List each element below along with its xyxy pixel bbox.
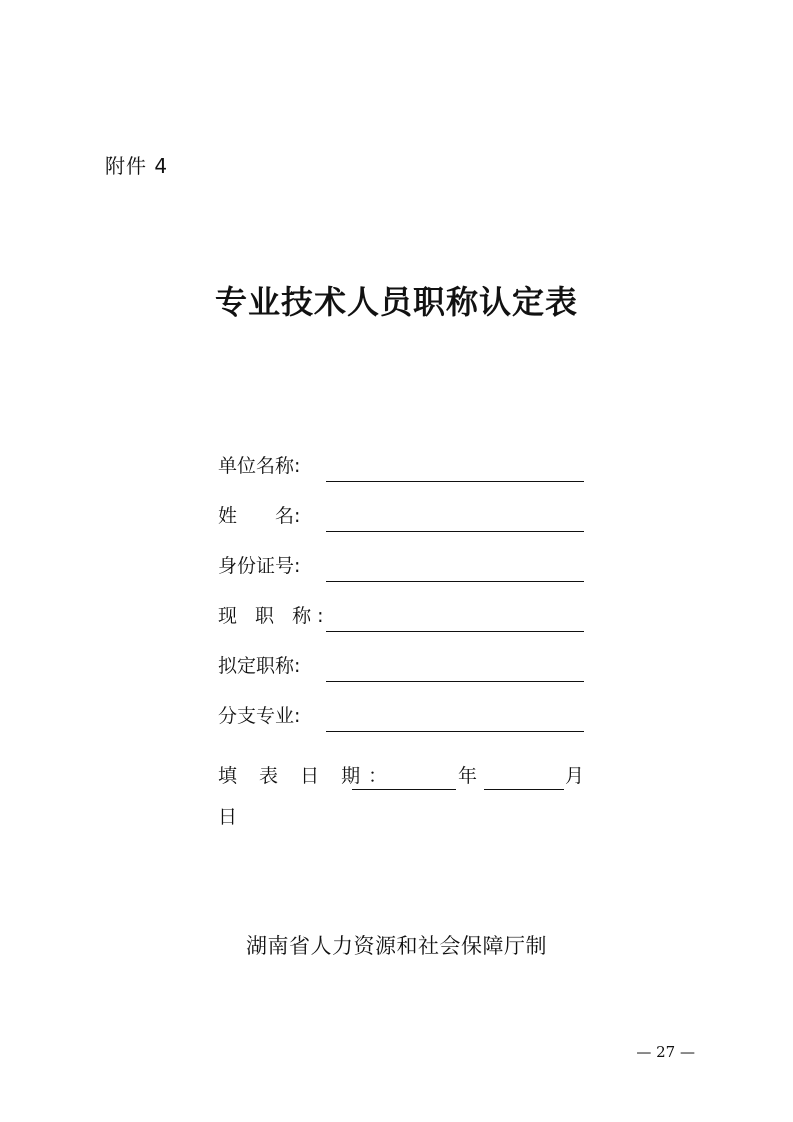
- field-specialty-blank[interactable]: [326, 731, 584, 732]
- field-unit-name-blank[interactable]: [326, 481, 584, 482]
- date-month-unit: 月: [565, 765, 585, 787]
- date-year-blank[interactable]: [352, 789, 456, 790]
- field-name-label: 姓 名:: [218, 505, 301, 527]
- document-title: 专业技术人员职称认定表: [214, 283, 578, 321]
- field-fill-date: [218, 760, 588, 792]
- date-day-unit: 日: [218, 806, 238, 828]
- field-id-number-blank[interactable]: [326, 581, 584, 582]
- page-number: — 27 —: [636, 1043, 695, 1061]
- field-name: [218, 500, 588, 532]
- field-id-number: [218, 550, 588, 582]
- field-fill-date-label: 填 表 日 期：: [218, 765, 396, 787]
- field-proposed-title-label: 拟定职称:: [218, 655, 301, 677]
- field-proposed-title-blank[interactable]: [326, 681, 584, 682]
- field-unit-name-label: 单位名称:: [218, 455, 301, 477]
- field-unit-name: [218, 450, 588, 482]
- field-current-title-blank[interactable]: [326, 631, 584, 632]
- field-current-title-label: 现 职 称:: [218, 605, 330, 627]
- issuer-name: 湖南省人力资源和社会保障厅制: [246, 934, 547, 958]
- field-current-title: [218, 600, 588, 632]
- field-id-number-label: 身份证号:: [218, 555, 301, 577]
- field-name-blank[interactable]: [326, 531, 584, 532]
- field-proposed-title: [218, 650, 588, 682]
- date-year-unit: 年: [458, 765, 478, 787]
- attachment-label: 附件 4: [105, 154, 169, 178]
- date-month-blank[interactable]: [484, 789, 564, 790]
- field-specialty-label: 分支专业:: [218, 705, 301, 727]
- field-specialty: [218, 700, 588, 732]
